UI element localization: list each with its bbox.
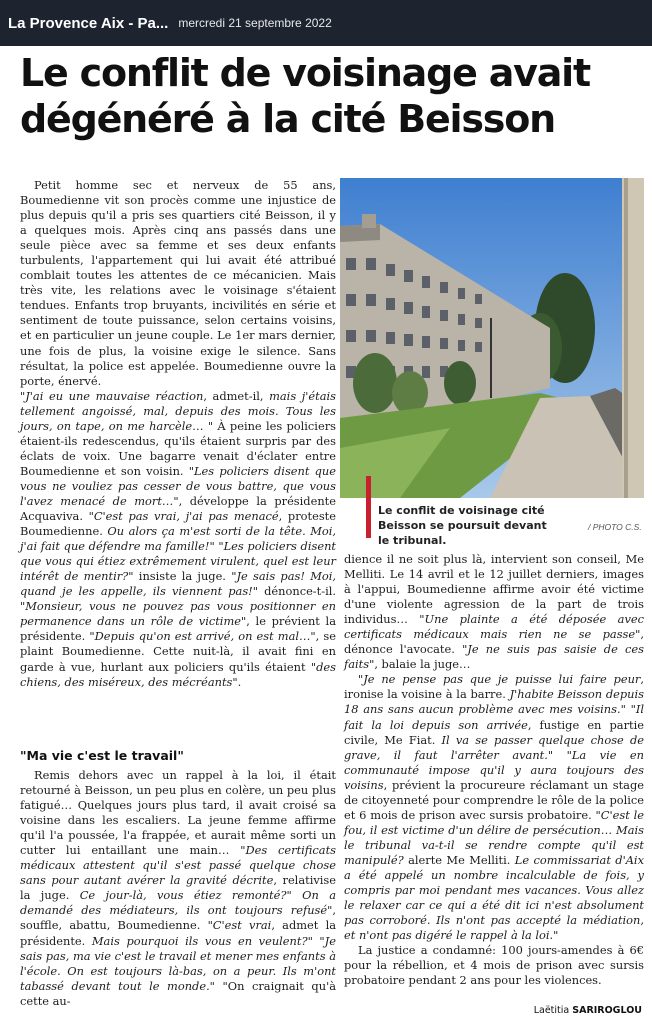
publication-date: mercredi 21 septembre 2022 xyxy=(178,16,332,30)
paragraph: Remis dehors avec un rappel à la loi, il était retourné à Beisson, un peu plus en colère, un peu plus fatigué… Quelques jours plus tard, il avait croisé sa voisine dans les escaliers. La jeune femme affirme qu'il l'a poussée, l'a frappée, et aurait même sorti un cutter lui entaillant une main… "Des certificats médicaux attestent qu'il s'est passé quelque chose sans pour autant avérer la gravité décrite, relativise la juge. Ce jour-là, vous étiez remonté?" On a demandé des médiateurs, ils ont toujours refusé", souffle, abattu, Boumedienne. "C'est vrai, admet la présidente. Mais pourquoi ils vous en veulent?" "Je sais pas, ma vie c'est le travail et mener mes enfants à l'école. On est toujours là-bas, on a peur. Ils m'ont tabassé devant tout le monde." "On craignait qu'à cette au- xyxy=(20,768,337,1008)
section-subhead: "Ma vie c'est le travail" xyxy=(20,748,184,763)
article-column-1 xyxy=(20,178,336,690)
paragraph: La justice a condamné: 100 jours-amendes à 6€ pour la rébellion, et 4 mois de prison avec sursis probatoire pendant 2 ans pour les violences. xyxy=(344,943,644,988)
top-bar xyxy=(0,0,652,46)
article-headline: Le conflit de voisinage avait dégénéré à la cité Beisson xyxy=(20,51,590,141)
article-column-1-continued xyxy=(20,768,336,1009)
photo-credit: / PHOTO C.S. xyxy=(588,522,642,532)
paragraph: "J'ai eu une mauvaise réaction, admet-il, mais j'étais tellement angoissé, mal, depuis des mois. Tous les jours, on tape, on me harcèle… " À peine les policiers étaient-ils redescendus, qu'ils étaient surpris par des éclats de voix. Une bagarre venait d'éclater entre Boumedienne et son voisin. "Les policiers disent que vous ne vouliez pas cesser de vous battre, que vous l'avez menacé de mort…", développe la présidente Acquaviva. "C'est pas vrai, j'ai pas menacé, proteste Boumedienne. Ou alors ça m'est sorti de la tête. Moi, j'ai fait que défendre ma famille!" "Les policiers disent que vous qui étiez extrêmement virulent, quel est leur intérêt de mentir?" insiste la juge. "Je sais pas! Moi, quand je les appelle, ils viennent pas!" dénonce-t-il. "Monsieur, vous ne pouvez pas vous positionner en permanence dans un rôle de victime", le prévient la présidente. "Depuis qu'on est arrivé, on est mal…", se plaint Boumedienne. Cette nuit-là, il avait fini en garde à vue, hurlant aux policiers qu'ils étaient "des chiens, des miséreux, des mécréants". xyxy=(20,388,337,689)
paragraph: "Je ne pense pas que je puisse lui faire peur, ironise la voisine à la barre. J'habite Beisson depuis 18 ans sans aucun problème avec mes voisins." "Il fait la loi depuis son arrivée, fustige en partie civile, Me Fiat. Il va se passer quelque chose de grave, il faut l'arrêter avant." "La vie en communauté impose qu'il y aura toujours des voisins, prévient la procureure réclamant un stage de citoyenneté pour comprendre le rôle de la police et 6 mois de prison avec sursis probatoire. "C'est le fou, il est victime d'un délire de persécution… Mais le tribunal va-t-il se rendre compte qu'il est manipulé? alerte Me Melliti. Le commissariat d'Aix a été appelé un nombre incalculable de fois, y compris par moi pendant mes vacances. Vous allez le relaxer car ce qui a été dit ici n'est absolument pas corroboré. Ils n'ont pas accepté la médiation, et n'ont pas digéré le rappel à la loi." xyxy=(344,672,645,943)
article-column-2 xyxy=(344,552,644,988)
caption-accent-bar xyxy=(366,476,371,538)
paragraph: Petit homme sec et nerveux de 55 ans, Boumedienne vit son procès comme une injustice de plus depuis qu'il a pris ses quartiers cité Beisson, il y a quelques mois. Après cinq ans passés dans une seule pièce avec sa femme et ses deux enfants turbulents, l'appartement qui lui avait été attribué comblait toutes les attentes de ce mécanicien. Mais très vite, les relations avec le voisinage s'étaient tendues. Enfants trop bruyants, incivilités en série et sentiment de toute puissance, selon certains voisins, et en particulier un jeune couple. Le 1er mars dernier, une fois de plus, la voisine exige le silence. Sans résultat, la police est appelée. Boumedienne ouvre la porte, énervé. xyxy=(20,178,336,388)
article-photo[interactable] xyxy=(340,178,644,498)
photo-caption: Le conflit de voisinage cité Beisson se poursuit devant le tribunal. xyxy=(378,504,547,547)
article-author: Laëtitia SARIROGLOU xyxy=(533,1005,642,1016)
building-photo-illustration xyxy=(340,178,644,498)
publication-name[interactable]: La Provence Aix - Pa... xyxy=(8,14,169,32)
paragraph: dience il ne soit plus là, intervient son conseil, Me Melliti. Le 14 avril et le 12 juillet derniers, images à l'appui, Boumedienne affirme avoir été victime d'une violente agression de la part de trois individus… "Une plainte a été déposée avec certificats médicaux mais rien ne se passe", dénonce l'avocate. "Je ne suis pas saisie de ces faits", balaie la juge… xyxy=(344,552,645,672)
